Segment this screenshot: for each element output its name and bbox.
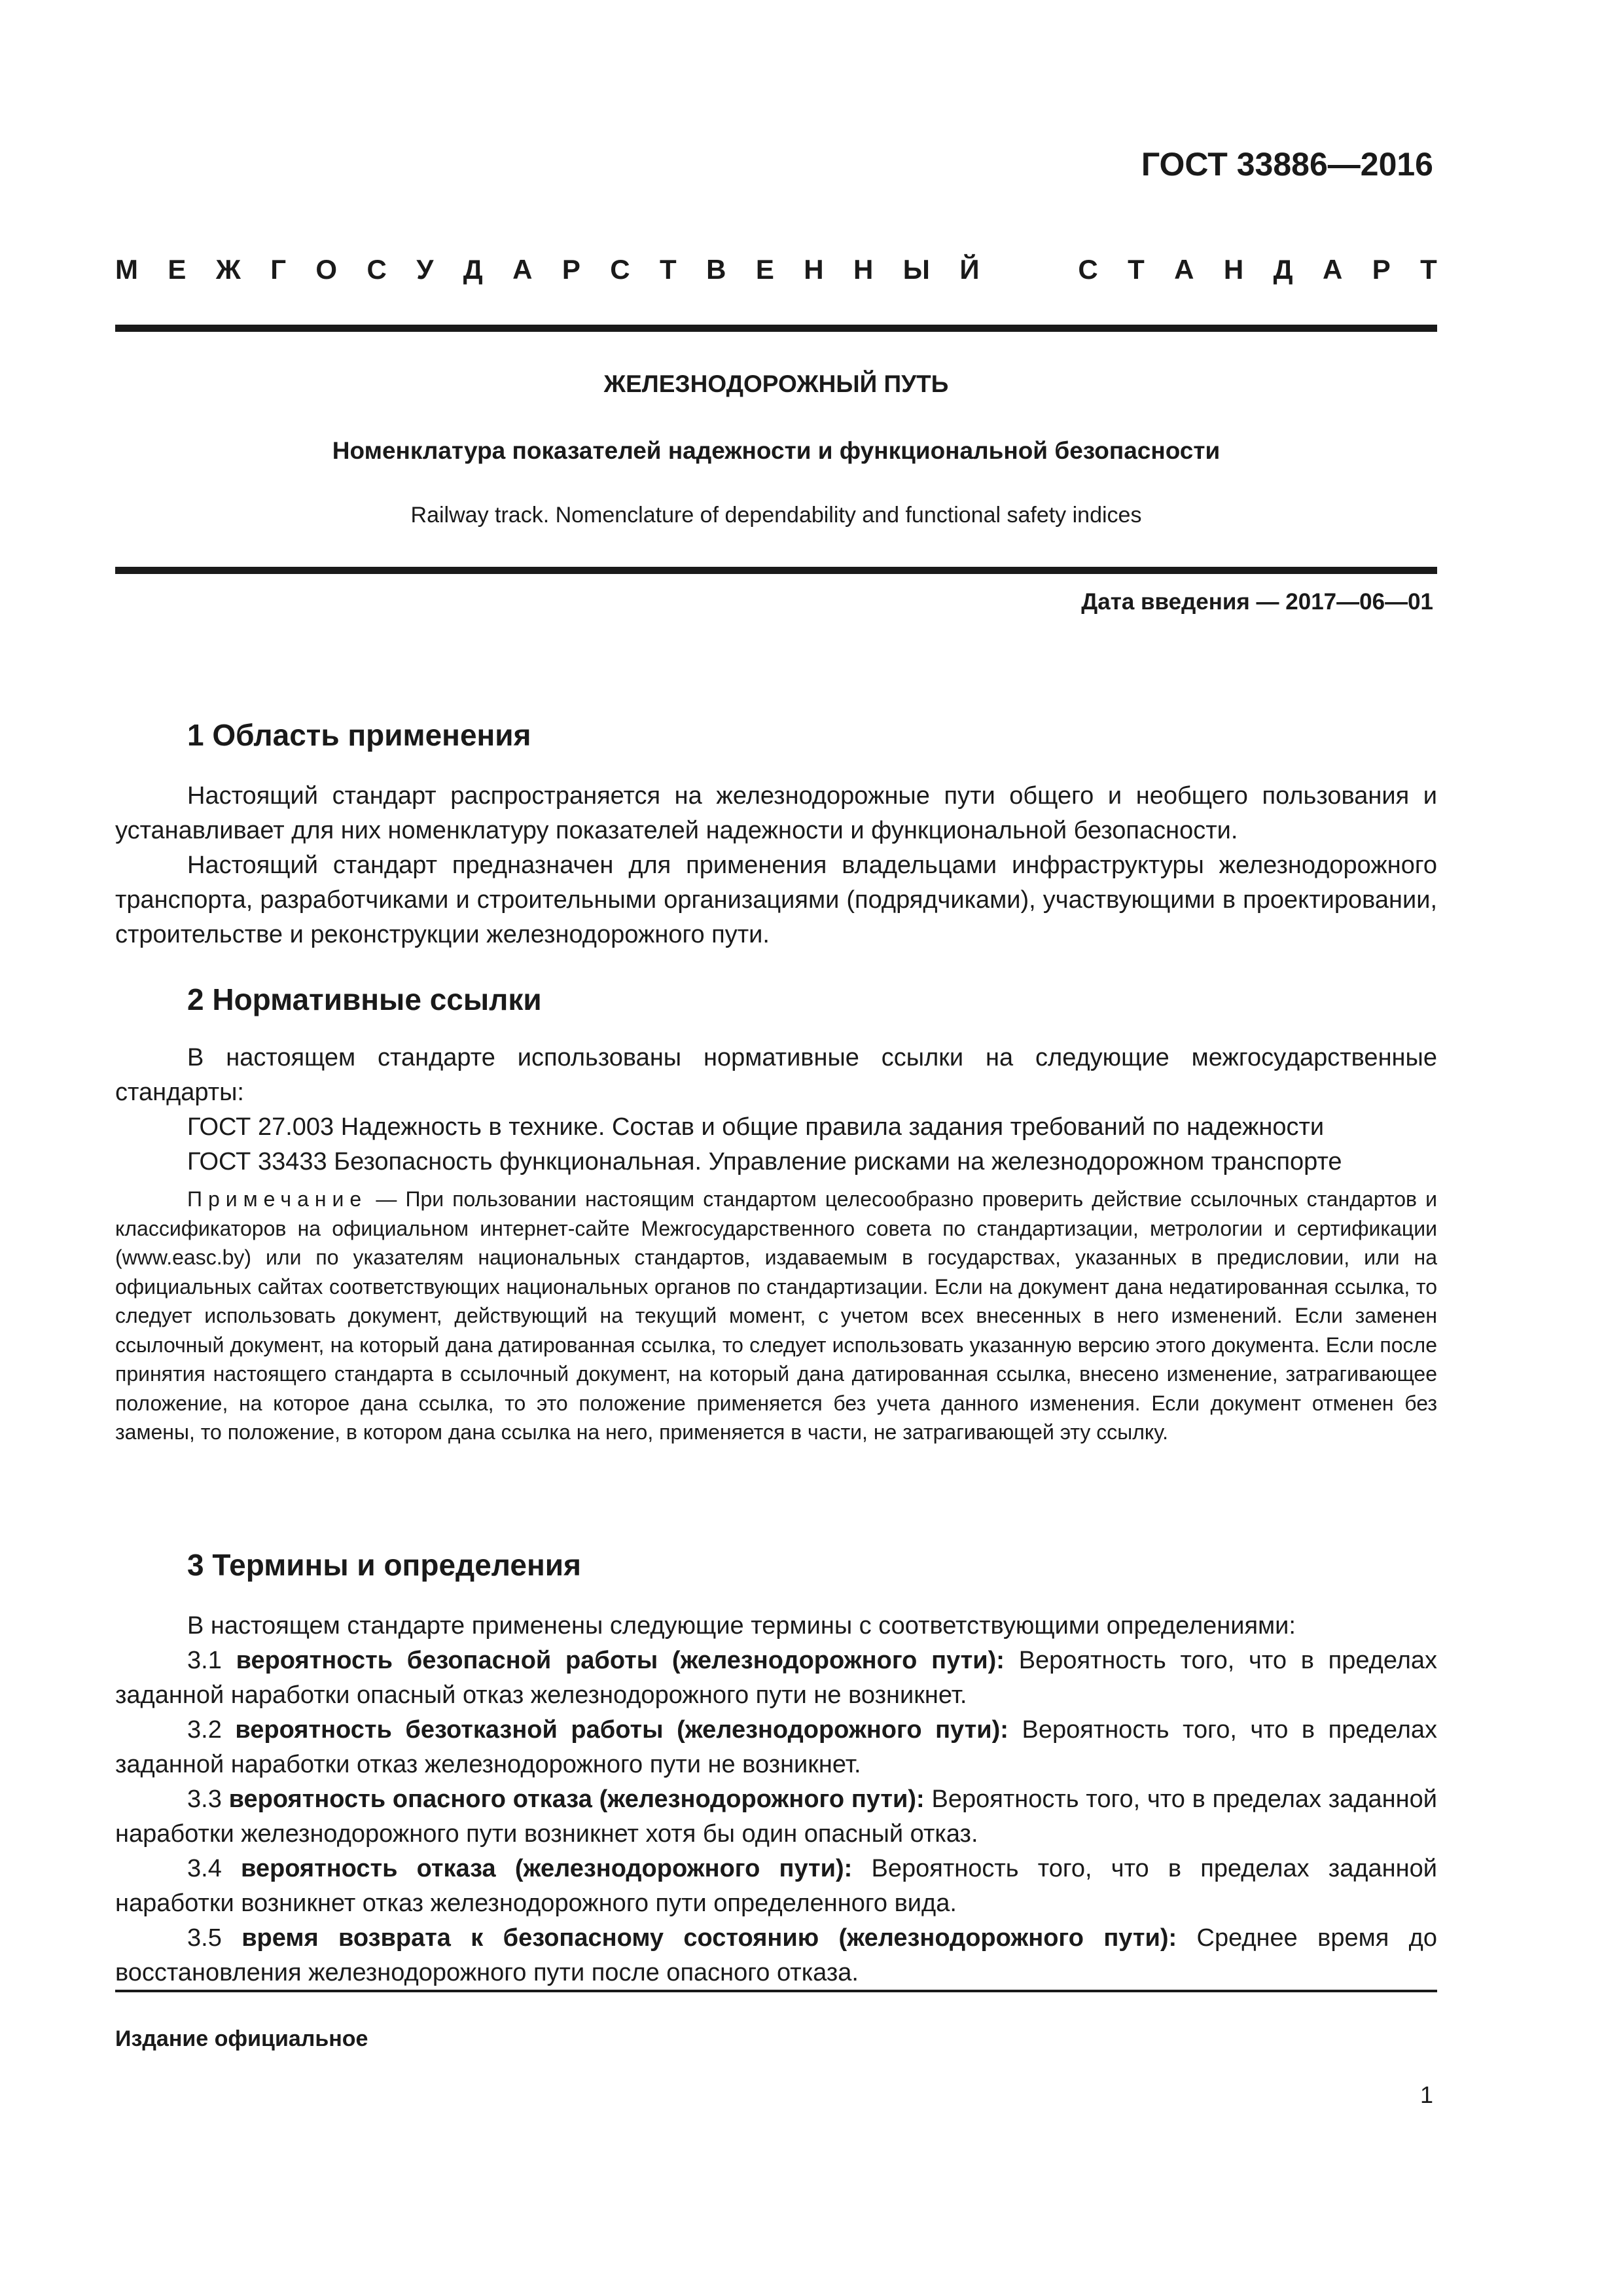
banner-word-gap <box>1009 254 1048 285</box>
note-label: Примечание <box>187 1187 368 1211</box>
term-number: 3.1 <box>187 1647 236 1674</box>
banner-letter: Д <box>463 254 483 285</box>
title-divider <box>115 567 1437 574</box>
banner-letter: С <box>366 254 387 285</box>
term-entry <box>115 1852 1437 1921</box>
footer-divider <box>115 1990 1437 1992</box>
section-body <box>115 1041 1437 1179</box>
banner-letter: Е <box>168 254 187 285</box>
section-heading: 3 Термины и определения <box>187 1548 581 1582</box>
term-entry <box>115 1921 1437 1990</box>
banner-letter: Й <box>959 254 980 285</box>
banner-letter: А <box>512 254 533 285</box>
term-name: вероятность безотказной работы (железнодорожного пути): <box>235 1716 1008 1744</box>
term-name: вероятность безопасной работы (железнодорожного пути): <box>236 1647 1005 1674</box>
note-block <box>115 1185 1437 1447</box>
banner-letter: А <box>1322 254 1343 285</box>
paragraph: В настоящем стандарте использованы нормативные ссылки на следующие межгосударственные стандарты: <box>115 1044 1437 1106</box>
term-definition: Вероятность того, что в пределах заданной наработки опасный отказ железнодорожного пути не возникнет. <box>115 1647 1437 1709</box>
paragraph: Настоящий стандарт распространяется на железнодорожные пути общего и необщего пользования и устанавливает для них номенклатуру показателей надежности и функциональной безопасности. <box>115 782 1437 844</box>
banner-letter: Г <box>270 254 287 285</box>
english-title: Railway track. Nomenclature of dependability and functional safety indices <box>410 503 1142 528</box>
banner-letter: Т <box>660 254 677 285</box>
document-subtitle: Номенклатура показателей надежности и функциональной безопасности <box>332 437 1221 464</box>
note-text: — При пользовании настоящим стандартом целесообразно проверить действие ссылочных стандартов и классификаторов на официальном интернет-сайте Межгосударственного совета по стандартизации, метрологии и сертификации (www.easc.by) или по указателям национальных стандартов, издаваемым в государствах, указанных в предисловии, или на официальных сайтах соответствующих национальных органов по стандартизации. Если на документ дана недатированная ссылка, то следует использовать документ, действующий на текущий момент, с учетом всех внесенных в него изменений. Если заменен ссылочный документ, на который дана датированная ссылка, то следует использовать указанную версию этого документа. Если после принятия настоящего стандарта в ссылочный документ, на который дана датированная ссылка, внесено изменение, затрагивающее положение, на которое дана ссылка, то это положение применяется без учета данного изменения. Если документ отменен без замены, то положение, в котором дана ссылка на него, применяется в части, не затрагивающей эту ссылку. <box>115 1187 1437 1444</box>
banner-letter: Е <box>755 254 774 285</box>
term-number: 3.3 <box>187 1785 229 1813</box>
section-heading: 2 Нормативные ссылки <box>187 982 542 1016</box>
banner-letter: Н <box>804 254 824 285</box>
section-heading: 1 Область применения <box>187 718 531 752</box>
term-definition: Вероятность того, что в пределах заданной наработки возникнет отказ железнодорожного пути определенного вида. <box>115 1855 1437 1917</box>
banner-letter: А <box>1174 254 1194 285</box>
banner-letter: Т <box>1128 254 1145 285</box>
term-name: время возврата к безопасному состоянию (железнодорожного пути): <box>241 1924 1177 1952</box>
term-entry <box>115 1782 1437 1852</box>
document-title: ЖЕЛЕЗНОДОРОЖНЫЙ ПУТЬ <box>603 370 949 397</box>
banner-letter: В <box>706 254 726 285</box>
banner-letter: Н <box>853 254 874 285</box>
banner-letter: Р <box>562 254 580 285</box>
term-definition: Вероятность того, что в пределах заданной наработки железнодорожного пути возникнет хотя бы один опасный отказ. <box>115 1785 1437 1848</box>
term-number: 3.2 <box>187 1716 236 1744</box>
banner-letter: Ж <box>215 254 241 285</box>
introduction-date: Дата введения — 2017—06—01 <box>1081 589 1433 615</box>
banner-letter: Р <box>1372 254 1391 285</box>
document-code: ГОСТ 33886—2016 <box>1141 146 1433 183</box>
banner-letter: О <box>315 254 338 285</box>
edition-label: Издание официальное <box>115 2026 368 2051</box>
banner-letter: Н <box>1223 254 1244 285</box>
header-divider <box>115 325 1437 332</box>
term-entry <box>115 1643 1437 1713</box>
term-definition: Вероятность того, что в пределах заданной наработки отказ железнодорожного пути не возникнет. <box>115 1716 1437 1778</box>
term-name: вероятность опасного отказа (железнодорожного пути): <box>228 1785 925 1813</box>
term-number: 3.4 <box>187 1855 241 1882</box>
banner-letter: С <box>1078 254 1098 285</box>
banner-letter: Д <box>1273 254 1293 285</box>
term-name: вероятность отказа (железнодорожного пути): <box>241 1855 853 1882</box>
banner-letter: Ы <box>902 254 930 285</box>
banner-letter: Т <box>1420 254 1437 285</box>
banner-letter: М <box>115 254 138 285</box>
paragraph: Настоящий стандарт предназначен для применения владельцами инфраструктуры железнодорожного транспорта, разработчиками и строительными организациями (подрядчиками), участвующими в проектировании, строительстве и реконструкции железнодорожного пути. <box>115 852 1437 948</box>
normative-reference: ГОСТ 33433 Безопасность функциональная. Управление рисками на железнодорожном транспорте <box>187 1148 1342 1175</box>
note-paragraph <box>115 1185 1437 1447</box>
interstate-standard-banner <box>115 254 1437 285</box>
term-entry <box>115 1713 1437 1782</box>
section-body <box>115 779 1437 952</box>
term-definition: Среднее время до восстановления железнодорожного пути после опасного отказа. <box>115 1924 1437 1986</box>
page-number: 1 <box>1419 2081 1433 2108</box>
term-number: 3.5 <box>187 1924 242 1952</box>
paragraph: В настоящем стандарте применены следующие термины с соответствующими определениями: <box>187 1612 1296 1640</box>
section-body <box>115 1609 1437 1990</box>
banner-letter: У <box>416 254 434 285</box>
banner-letter: С <box>610 254 630 285</box>
normative-reference: ГОСТ 27.003 Надежность в технике. Состав и общие правила задания требований по надежности <box>187 1113 1325 1141</box>
